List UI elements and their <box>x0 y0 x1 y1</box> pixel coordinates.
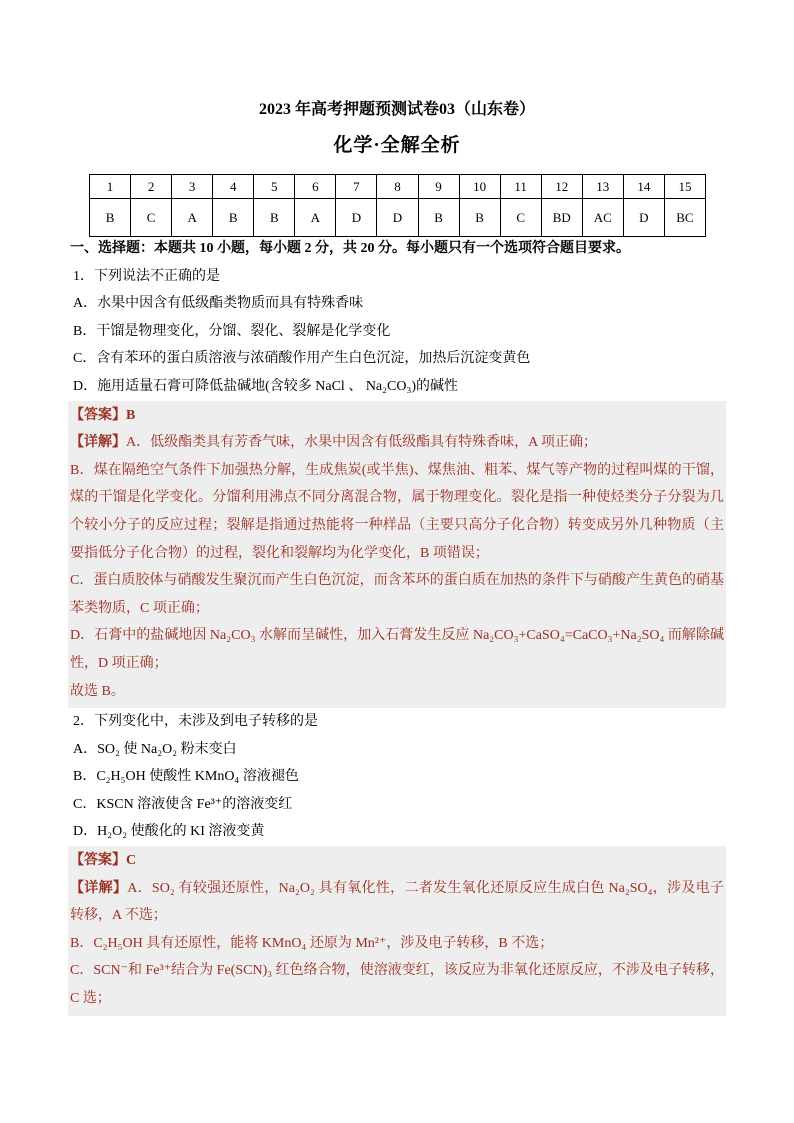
answer-label: 【答案】 <box>70 853 126 869</box>
option-a: A．SO₂ 使 Na₂O₂ 粉末变白 <box>73 741 237 757</box>
question-stem: 2．下列变化中，未涉及到电子转移的是 <box>73 714 318 730</box>
explanation-conclusion: 故选 B。 <box>70 683 125 699</box>
question-stem: 1．下列说法不正确的是 <box>73 268 220 284</box>
explanation-paragraph-c: C．蛋白质胶体与硝酸发生聚沉而产生白色沉淀，而含苯环的蛋白质在加热的条件下与硝酸产生黄色的硝基苯类物质，C 项正确； <box>70 573 724 616</box>
option-d: D．施用适量石膏可降低盐碱地(含较多 NaCl 、 Na₂CO₃)的碱性 <box>73 378 459 394</box>
question-number-cell: 3 <box>172 175 213 199</box>
question-2 <box>70 708 724 1016</box>
answer-cell: B <box>254 199 295 237</box>
answer-cell: D <box>377 199 418 237</box>
section-heading: 一、选择题：本题共 10 小题，每小题 2 分，共 20 分。每小题只有一个选项符合题目要求。 <box>70 241 630 256</box>
answer-cell: A <box>172 199 213 237</box>
question-number-cell: 10 <box>459 175 500 199</box>
answer-cell: C <box>500 199 541 237</box>
question-number-cell: 15 <box>664 175 705 199</box>
option-b: B．干馏是物理变化，分馏、裂化、裂解是化学变化 <box>73 323 391 339</box>
answer-cell: B <box>418 199 459 237</box>
explanation-label: 【详解】 <box>70 435 126 451</box>
answer-box <box>68 846 726 1016</box>
question-number-cell: 5 <box>254 175 295 199</box>
explanation-paragraph-c: C．SCN⁻和 Fe³⁺结合为 Fe(SCN)₃ 红色络合物，使溶液变红，该反应为非氧化还原反应，不涉及电子转移，C 选； <box>70 963 724 1007</box>
answer-line <box>70 402 724 430</box>
explanation-paragraph-b: B．C₂H₅OH 具有还原性，能将 KMnO₄ 还原为 Mn²⁺，涉及电子转移，B 不选； <box>70 935 554 951</box>
answer-cell: B <box>459 199 500 237</box>
explanation-paragraph-d: D．石膏中的盐碱地因 Na₂CO₃ 水解而呈碱性，加入石膏发生反应 Na₂CO₃+CaSO₄=CaCO₃+Na₂SO₄ 而解除碱性，D 项正确； <box>70 628 724 671</box>
answer-cell: BD <box>541 199 582 237</box>
content-area <box>70 235 724 1016</box>
explanation-text: A．低级酯类具有芳香气味，水果中因含有低级酯具有特殊香味，A 项正确； <box>126 435 597 451</box>
question-number-cell: 7 <box>336 175 377 199</box>
option-c: C．含有苯环的蛋白质溶液与浓硝酸作用产生白色沉淀，加热后沉淀变黄色 <box>73 351 531 367</box>
answer-value: B <box>126 407 136 423</box>
question-number-cell: 13 <box>582 175 623 199</box>
exam-subtitle: 化学·全解全析 <box>333 135 461 156</box>
question-number-cell: 1 <box>90 175 131 199</box>
option-a: A．水果中因含有低级酯类物质而具有特殊香味 <box>73 296 364 312</box>
question-number-cell: 11 <box>500 175 541 199</box>
answer-cell: D <box>336 199 377 237</box>
explanation-paragraph-a <box>70 875 724 930</box>
explanation-label: 【详解】 <box>70 880 128 896</box>
answer-cell: C <box>131 199 172 237</box>
question-number-cell: 14 <box>623 175 664 199</box>
answer-key-table <box>89 174 706 237</box>
option-c: C．KSCN 溶液使含 Fe³⁺的溶液变红 <box>73 796 293 812</box>
answer-cell: A <box>295 199 336 237</box>
answer-cell: B <box>90 199 131 237</box>
option-b: B．C₂H₅OH 使酸性 KMnO₄ 溶液褪色 <box>73 769 299 785</box>
answer-line <box>70 847 724 875</box>
question-number-cell: 2 <box>131 175 172 199</box>
answer-key-answers-row <box>90 199 706 237</box>
question-number-cell: 9 <box>418 175 459 199</box>
answer-cell: B <box>213 199 254 237</box>
question-number-cell: 8 <box>377 175 418 199</box>
question-number-cell: 12 <box>541 175 582 199</box>
option-d: D．H₂O₂ 使酸化的 KI 溶液变黄 <box>73 824 265 840</box>
question-number-cell: 4 <box>213 175 254 199</box>
explanation-text: A．SO₂ 有较强还原性，Na₂O₂ 具有氧化性，二者发生氧化还原反应生成白色 Na₂SO₄，涉及电子转移，A 不选； <box>70 880 724 924</box>
explanation-paragraph-b: B．煤在隔绝空气条件下加强热分解，生成焦炭(或半焦)、煤焦油、粗苯、煤气等产物的过程叫煤的干馏，煤的干馏是化学变化。分馏利用沸点不同分离混合物，属于物理变化。裂化是指一种使烃类分子分裂为几个较小分子的反应过程；裂解是指通过热能将一种样品（主要只高分子化合物）转变成另外几种物质（主要指低分子化合物）的过程，裂化和裂解均为化学变化，B 项错误； <box>70 462 724 561</box>
question-1 <box>70 263 724 709</box>
answer-value: C <box>126 853 137 869</box>
answer-label: 【答案】 <box>70 407 126 423</box>
exam-title: 2023 年高考押题预测试卷03（山东卷） <box>258 101 535 118</box>
question-number-cell: 6 <box>295 175 336 199</box>
answer-cell: BC <box>664 199 705 237</box>
answer-cell: D <box>623 199 664 237</box>
answer-box <box>68 401 726 709</box>
explanation-paragraph-a <box>70 429 724 457</box>
answer-key-numbers-row <box>90 175 706 199</box>
answer-cell: AC <box>582 199 623 237</box>
